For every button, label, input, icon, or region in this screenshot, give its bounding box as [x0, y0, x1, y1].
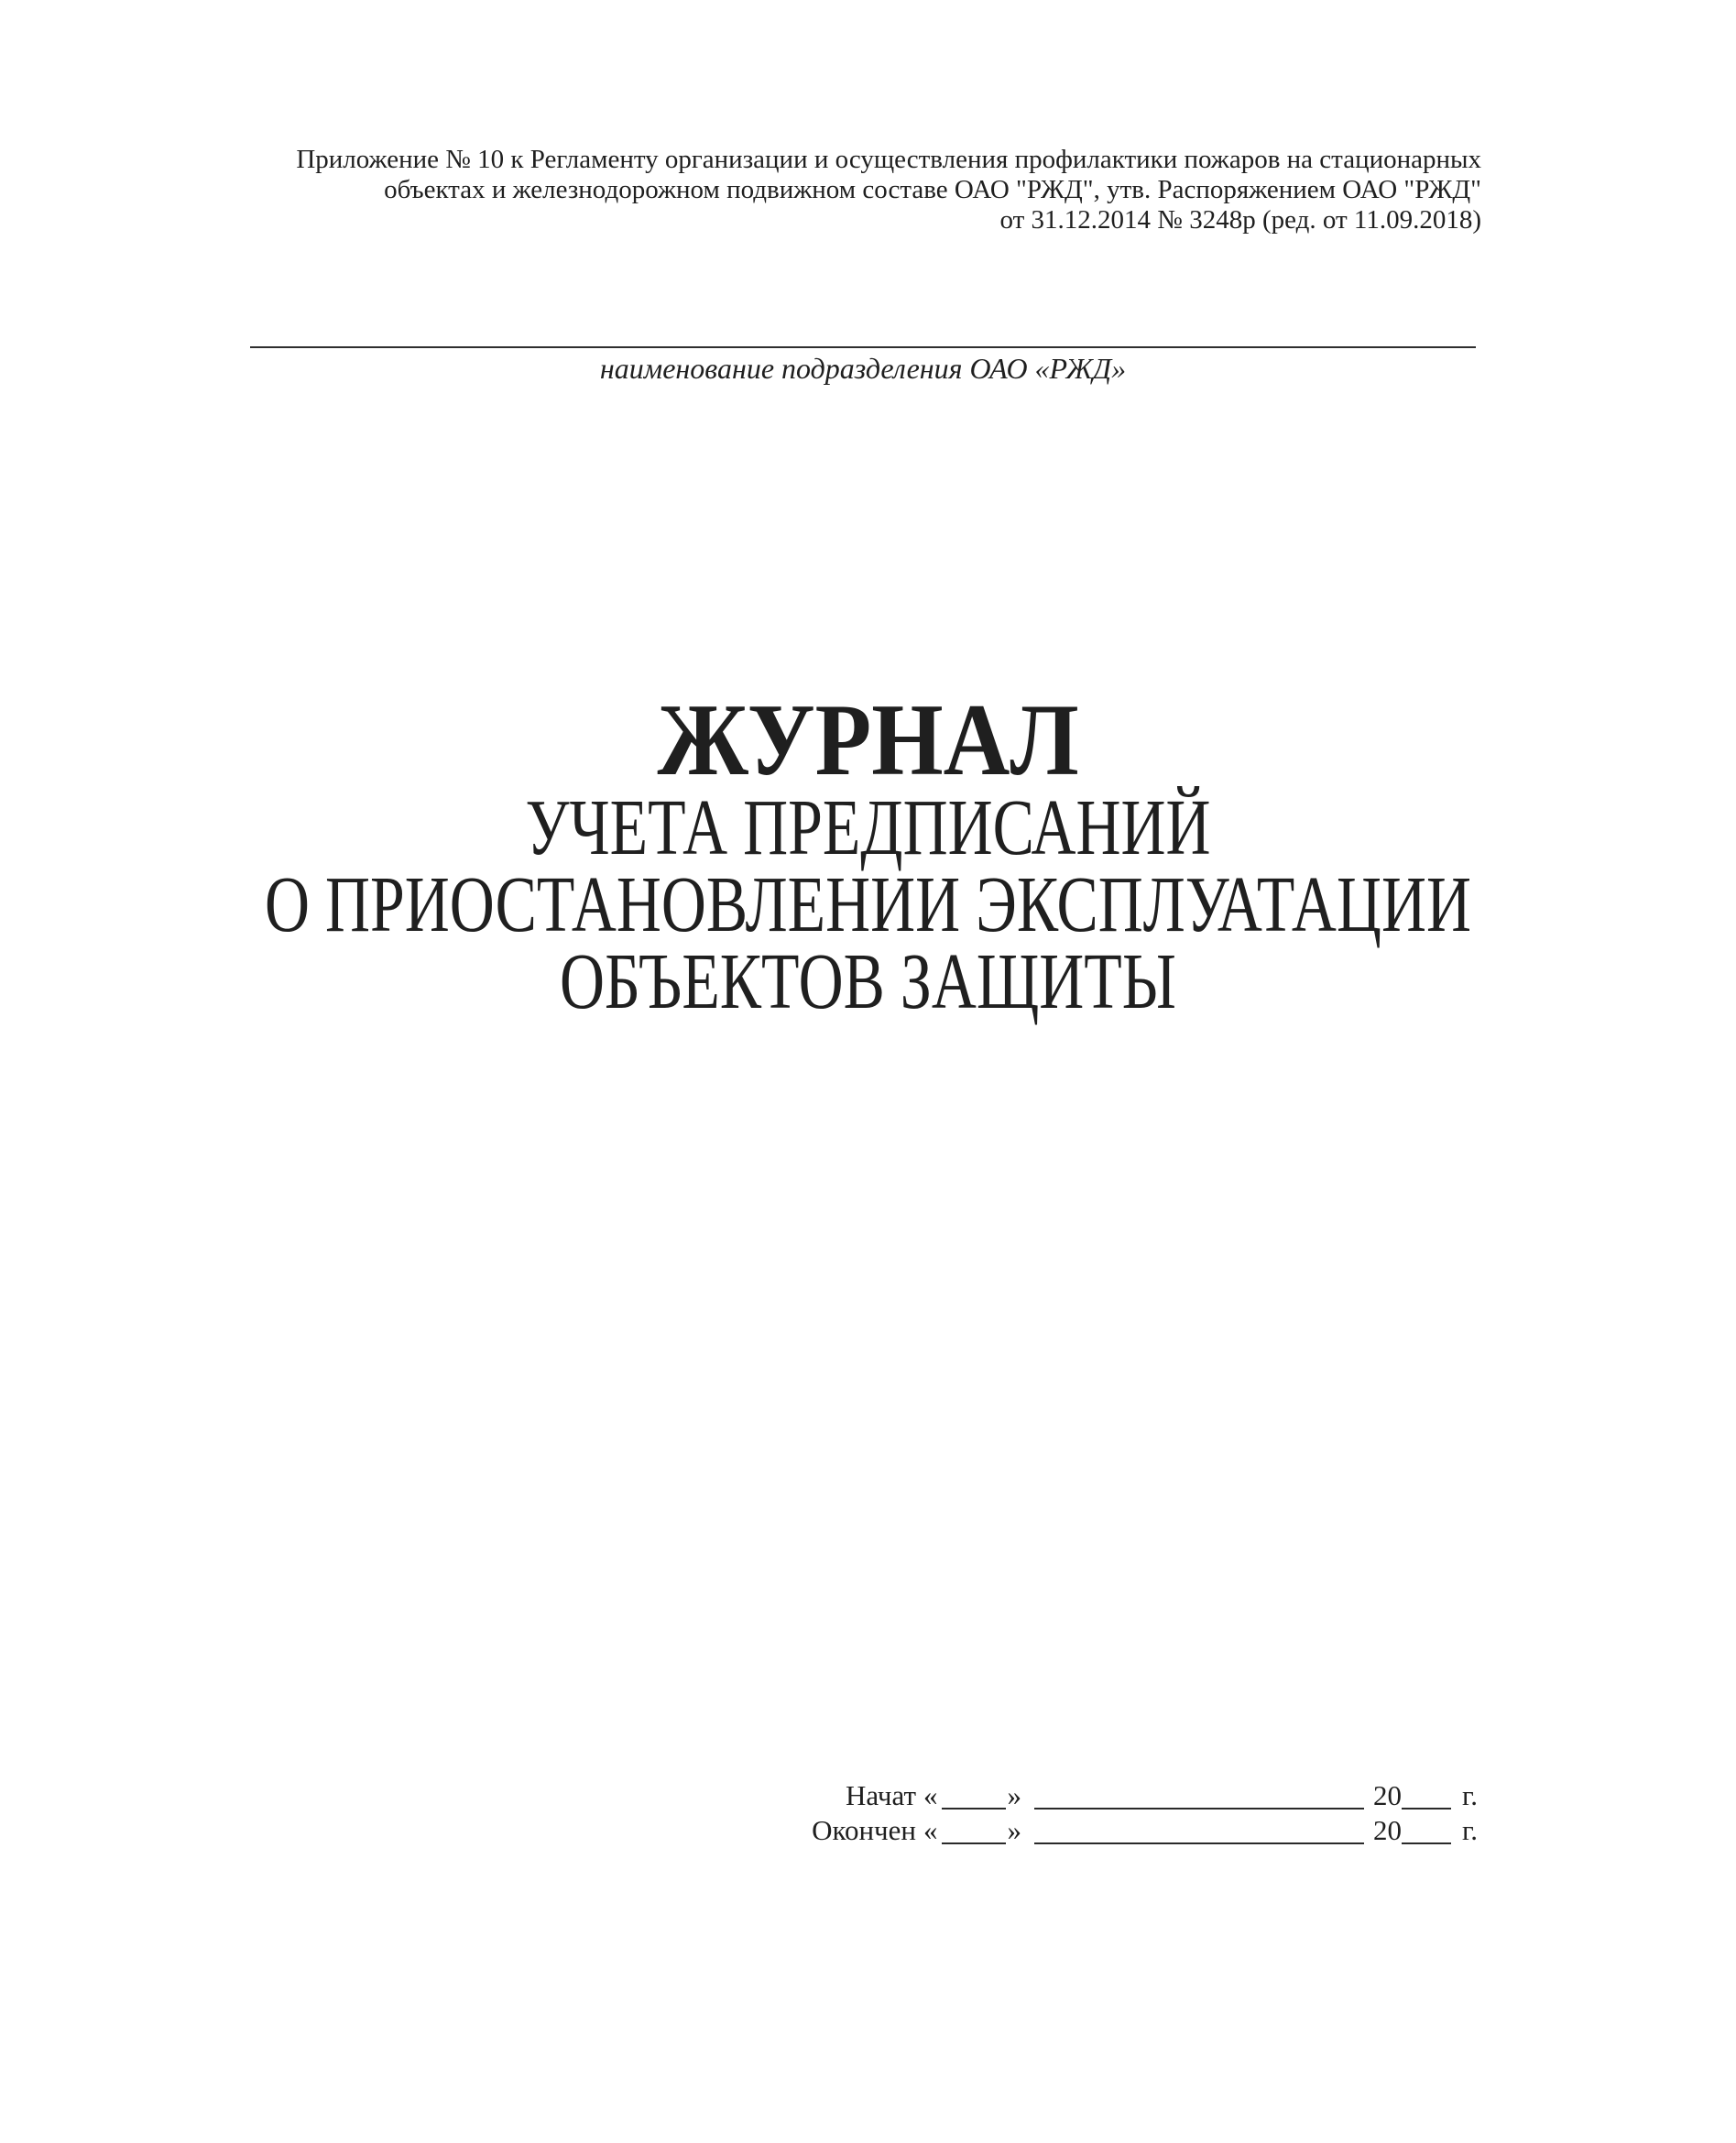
- subtitle-line: ОБЪЕКТОВ ЗАЩИТЫ: [560, 936, 1176, 1025]
- journal-dates-block: [790, 1778, 1478, 1848]
- finished-month-blank: [1034, 1815, 1364, 1844]
- finished-year-blank: [1402, 1815, 1451, 1844]
- started-label: Начат: [845, 1779, 916, 1811]
- year-prefix: 20: [1373, 1814, 1402, 1846]
- subtitle-line: УЧЕТА ПРЕДПИСАНИЙ: [525, 782, 1211, 871]
- started-year-blank: [1402, 1780, 1451, 1810]
- started-day-blank: [942, 1780, 1006, 1810]
- year-suffix: г.: [1462, 1779, 1478, 1811]
- year-suffix: г.: [1462, 1814, 1478, 1846]
- subtitle-line: О ПРИОСТАНОВЛЕНИИ ЭКСПЛУАТАЦИИ: [265, 859, 1471, 948]
- close-quote: »: [1007, 1779, 1021, 1811]
- reference-line: от 31.12.2014 № 3248р (ред. от 11.09.2018): [999, 205, 1481, 235]
- finished-day-blank: [942, 1815, 1006, 1844]
- finished-row: [790, 1813, 1478, 1848]
- started-row: [790, 1778, 1478, 1813]
- open-quote: «: [923, 1814, 938, 1846]
- journal-title: ЖУРНАЛ: [657, 683, 1079, 797]
- department-name-blank-line: [250, 346, 1476, 348]
- reference-line: объектах и железнодорожном подвижном составе ОАО "РЖД", утв. Распоряжением ОАО "РЖД": [384, 175, 1481, 204]
- close-quote: »: [1007, 1814, 1021, 1846]
- reference-line: Приложение № 10 к Регламенту организации и осуществления профилактики пожаров на стационарных: [296, 145, 1481, 174]
- started-month-blank: [1034, 1780, 1364, 1810]
- department-caption: наименование подразделения ОАО «РЖД»: [599, 352, 1127, 385]
- finished-label: Окончен: [812, 1814, 916, 1846]
- appendix-reference: [296, 145, 1481, 235]
- journal-subtitle: [191, 782, 1545, 1025]
- open-quote: «: [923, 1779, 938, 1811]
- year-prefix: 20: [1373, 1779, 1402, 1811]
